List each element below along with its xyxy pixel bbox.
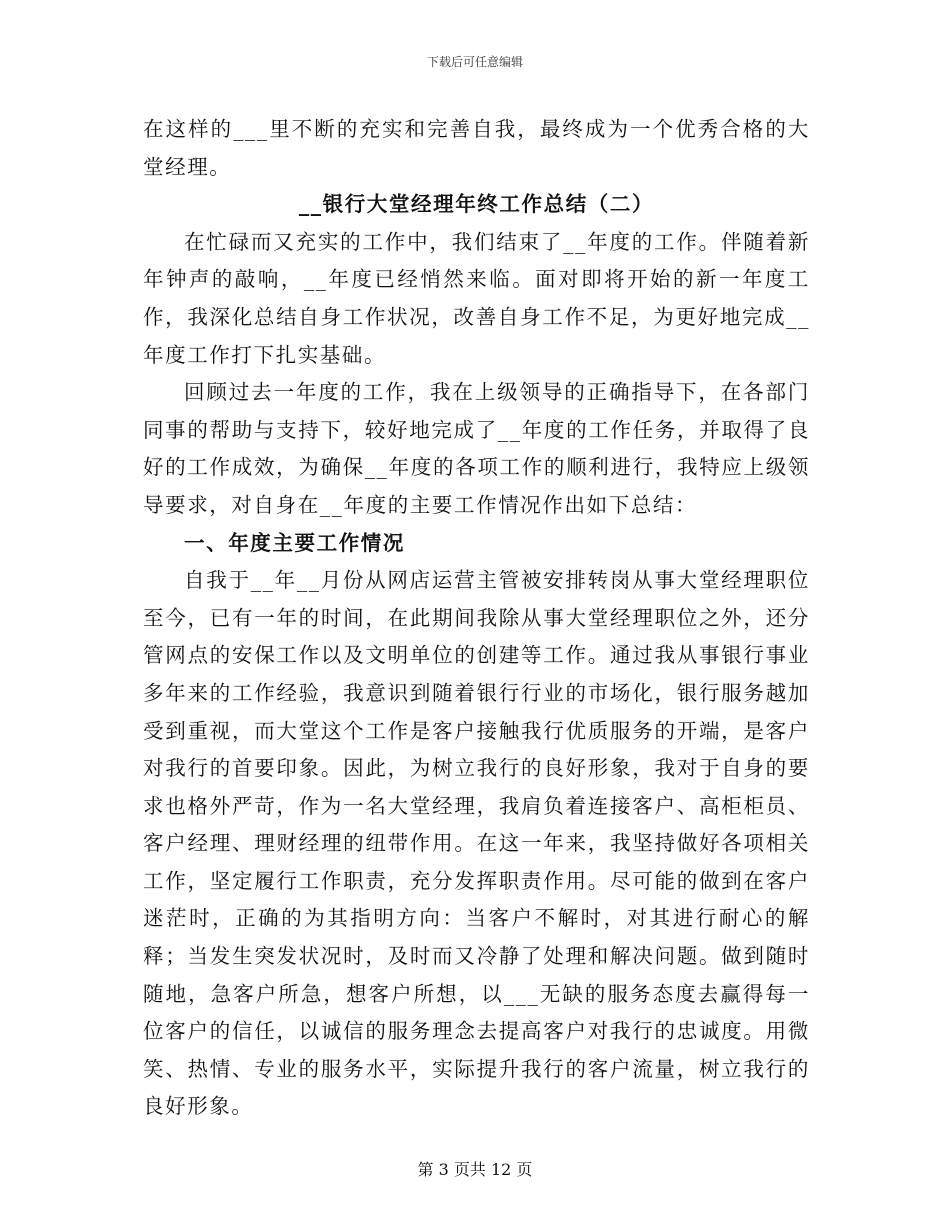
intro-paragraph-1: 在忙碌而又充实的工作中，我们结束了__年度的工作。伴随着新年钟声的敲响，__年度已经悄然来临。面对即将开始的新一年度工作，我深化总结自身工作状况，改善自身工作不足，为更好地完成__年度工作打下扎实基础。 — [143, 229, 810, 367]
document-title: __银行大堂经理年终工作总结（二） — [298, 192, 655, 217]
header-note: 下载后可任意编辑 — [426, 55, 523, 69]
section-heading: 一、年度主要工作情况 — [184, 530, 405, 555]
continuation-paragraph: 在这样的___里不断的充实和完善自我，最终成为一个优秀合格的大堂经理。 — [143, 117, 810, 179]
document-body — [143, 111, 810, 1126]
intro-paragraph-2: 回顾过去一年度的工作，我在上级领导的正确指导下，在各部门同事的帮助与支持下，较好地完成了__年度的工作任务，并取得了良好的工作成效，为确保__年度的各项工作的顺利进行，我特应上级领导要求，对自身在__年度的主要工作情况作出如下总结： — [143, 380, 810, 517]
page-number: 第 3 页共 12 页 — [417, 1160, 533, 1179]
section-paragraph: 自我于__年__月份从网店运营主管被安排转岗从事大堂经理职位至今，已有一年的时间，在此期间我除从事大堂经理职位之外，还分管网点的安保工作以及文明单位的创建等工作。通过我从事银行事业多年来的工作经验，我意识到随着银行行业的市场化，银行服务越加受到重视，而大堂这个工作是客户接触我行优质服务的开端，是客户对我行的首要印象。因此，为树立我行的良好形象，我对于自身的要求也格外严苛，作为一名大堂经理，我肩负着连接客户、高柜柜员、客户经理、理财经理的纽带作用。在这一年来，我坚持做好各项相关工作，坚定履行工作职责，充分发挥职责作用。尽可能的做到在客户迷茫时，正确的为其指明方向：当客户不解时，对其进行耐心的解释；当发生突发状况时，及时而又冷静了处理和解决问题。做到随时随地，急客户所急，想客户所想，以___无缺的服务态度去赢得每一位客户的信任，以诚信的服务理念去提高客户对我行的忠诚度。用微笑、热情、专业的服务水平，实际提升我行的客户流量，树立我行的良好形象。 — [143, 568, 810, 1119]
